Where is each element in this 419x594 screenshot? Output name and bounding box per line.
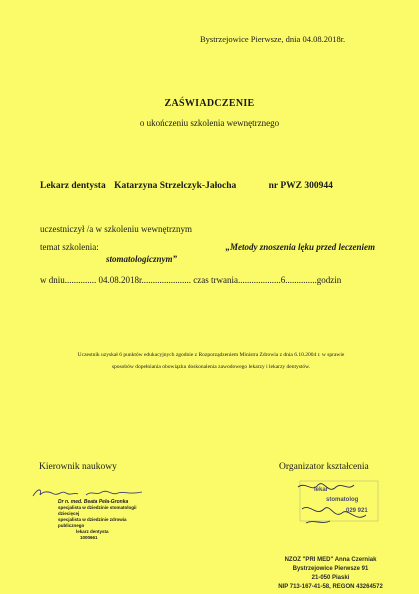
organizer-address: Bystrzejowice Pierwsze 91 [292,566,369,572]
topic-block [40,241,375,265]
credits-note-line1: Uczestnik uzyskał 6 punktów edukacyjnych zgodnie z Rozporządzeniem Ministra Zdrowia z dnia 6.10.2004 r. w sprawie [77,352,345,358]
organizer-stamp-text: 029 921 [346,508,368,514]
place-date: Bystrzejowice Pierwsze, dnia 04.08.2018r. [200,34,346,44]
participated-text: uczestniczył /a w szkoleniu wewnętrznym [40,224,192,234]
director-stamp-line: Dr n. med. Beata Peła-Gronka [58,499,129,505]
organizer-stamp-signature [296,479,382,527]
organizer-name: NZOZ "PRI MED" Anna Czerniak [284,557,377,563]
director-stamp-line: specjalista w dziedzinie stomatologii dziecięcej [58,505,137,516]
director-stamp [58,499,150,541]
scientific-director-label: Kierownik naukowy [39,462,117,472]
organizer-stamp [268,556,393,592]
document-subtitle: o ukończeniu szkolenia wewnętrznego [139,118,280,128]
organizer-postcode: 21-050 Piaski [311,575,350,581]
holder-name: Katarzyna Strzelczyk-Jałocha [114,181,237,191]
credits-note [35,349,387,373]
holder-pwz: nr PWZ 300944 [268,181,333,191]
director-stamp-line: lekarz dentysta [76,529,109,534]
date-duration-line: w dniu.............. 04.08.2018r...................... czas trwania...................6..............godzin [40,275,342,285]
organizer-tax-ids: NIP 713-167-41-58, REGON 43264572 [278,584,383,590]
director-stamp-line: specjalista w dziedzinie zdrowia publicznego [58,517,127,528]
director-signature [30,484,150,500]
holder-line [40,181,339,191]
organizer-label: Organizator kształcenia [279,462,369,472]
topic-label: temat szkolenia: [40,242,99,252]
organizer-stamp-text: stomatolog [326,497,359,503]
director-stamp-line: 1000661 [80,535,98,540]
topic-title-line1: „Metody znoszenia lęku przed leczeniem [225,242,375,252]
topic-row [40,241,375,253]
credits-note-line2: sposobów dopełniania obowiązku doskonalenia zawodowego lekarzy i lekarzy dentystów. [111,364,311,370]
document-title: ZAŚWIADCZENIE [164,98,255,109]
organizer-stamp-text: lekar [314,487,329,493]
topic-title-line2: stomatologicznym” [106,254,178,264]
holder-profession: Lekarz dentysta [40,181,106,191]
